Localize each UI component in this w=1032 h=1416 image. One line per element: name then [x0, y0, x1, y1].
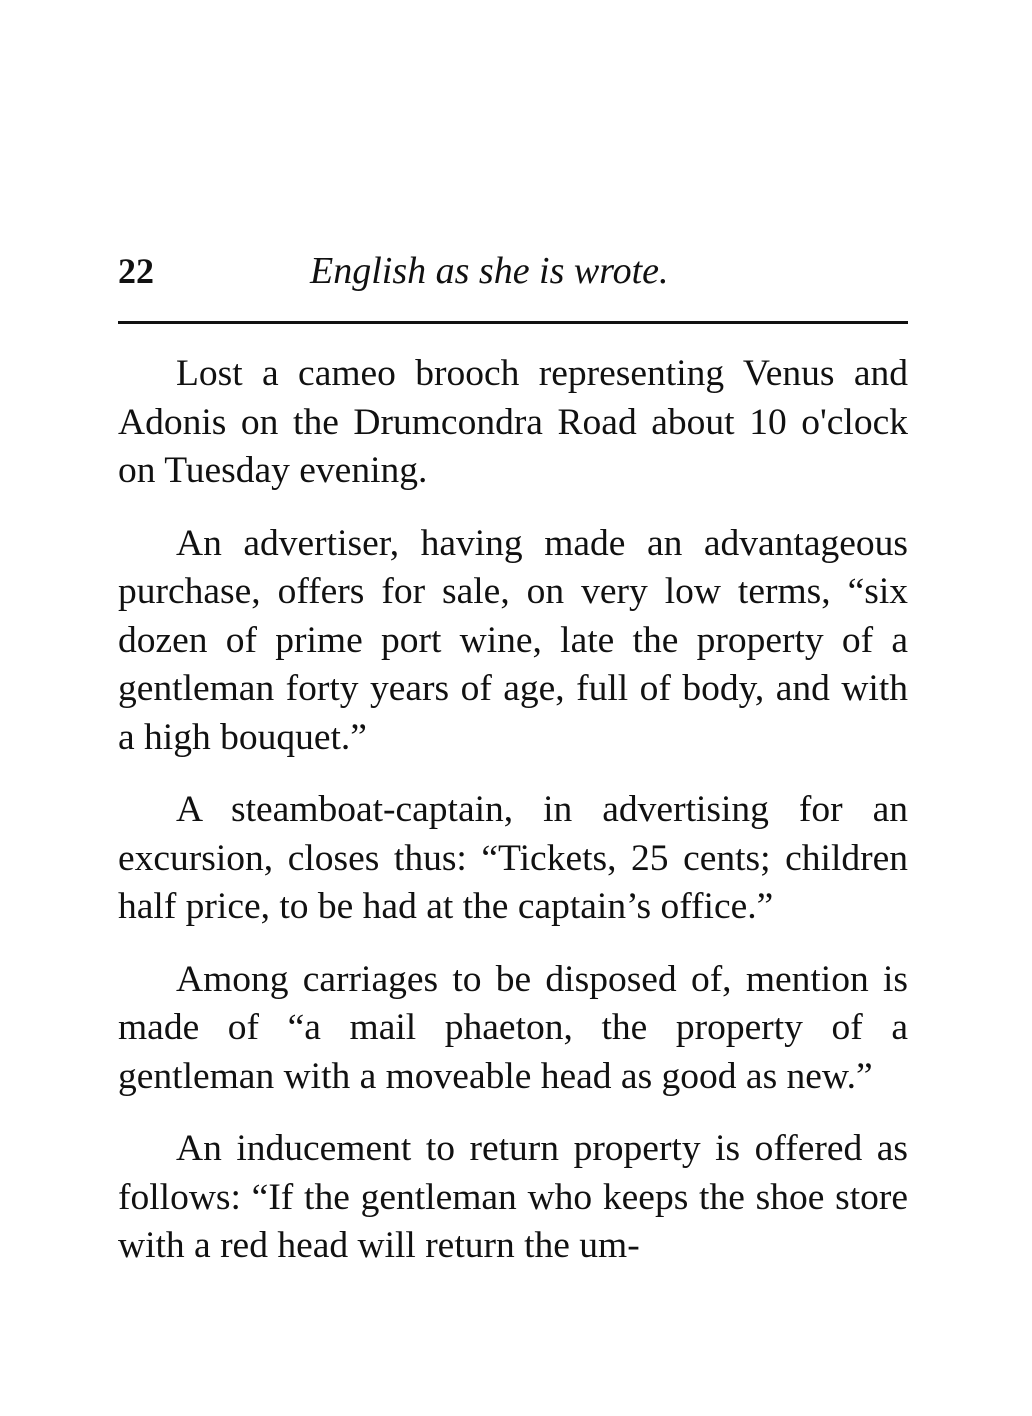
page-number: 22: [118, 251, 154, 291]
running-title: English as she is wrote.: [310, 250, 669, 292]
paragraph-shoe-store: An inducement to return property is offered as follows: “If the gentleman who keeps the shoe store with a red head will return the um-: [118, 1128, 908, 1266]
paragraph-steamboat-captain: A steamboat-captain, in advertising for an excursion, closes thus: “Tickets, 25 cents; children half price, to be had at the captain’s office.”: [118, 789, 908, 927]
paragraph-mail-phaeton: Among carriages to be disposed of, mention is made of “a mail phaeton, the property of a gentleman with a moveable head as good as new.”: [118, 958, 908, 1097]
paragraph-cameo-brooch: Lost a cameo brooch representing Venus and Adonis on the Drumcondra Road about 10 o'clock on Tuesday evening.: [118, 353, 908, 491]
page-header: [118, 246, 908, 296]
body-text: [118, 350, 908, 1271]
paragraph-port-wine: An advertiser, having made an advantageous purchase, offers for sale, on very low terms, “six dozen of prime port wine, late the property of a gentleman forty years of age, full of body, and with a high bouquet.”: [118, 522, 908, 758]
header-rule: [118, 321, 908, 324]
